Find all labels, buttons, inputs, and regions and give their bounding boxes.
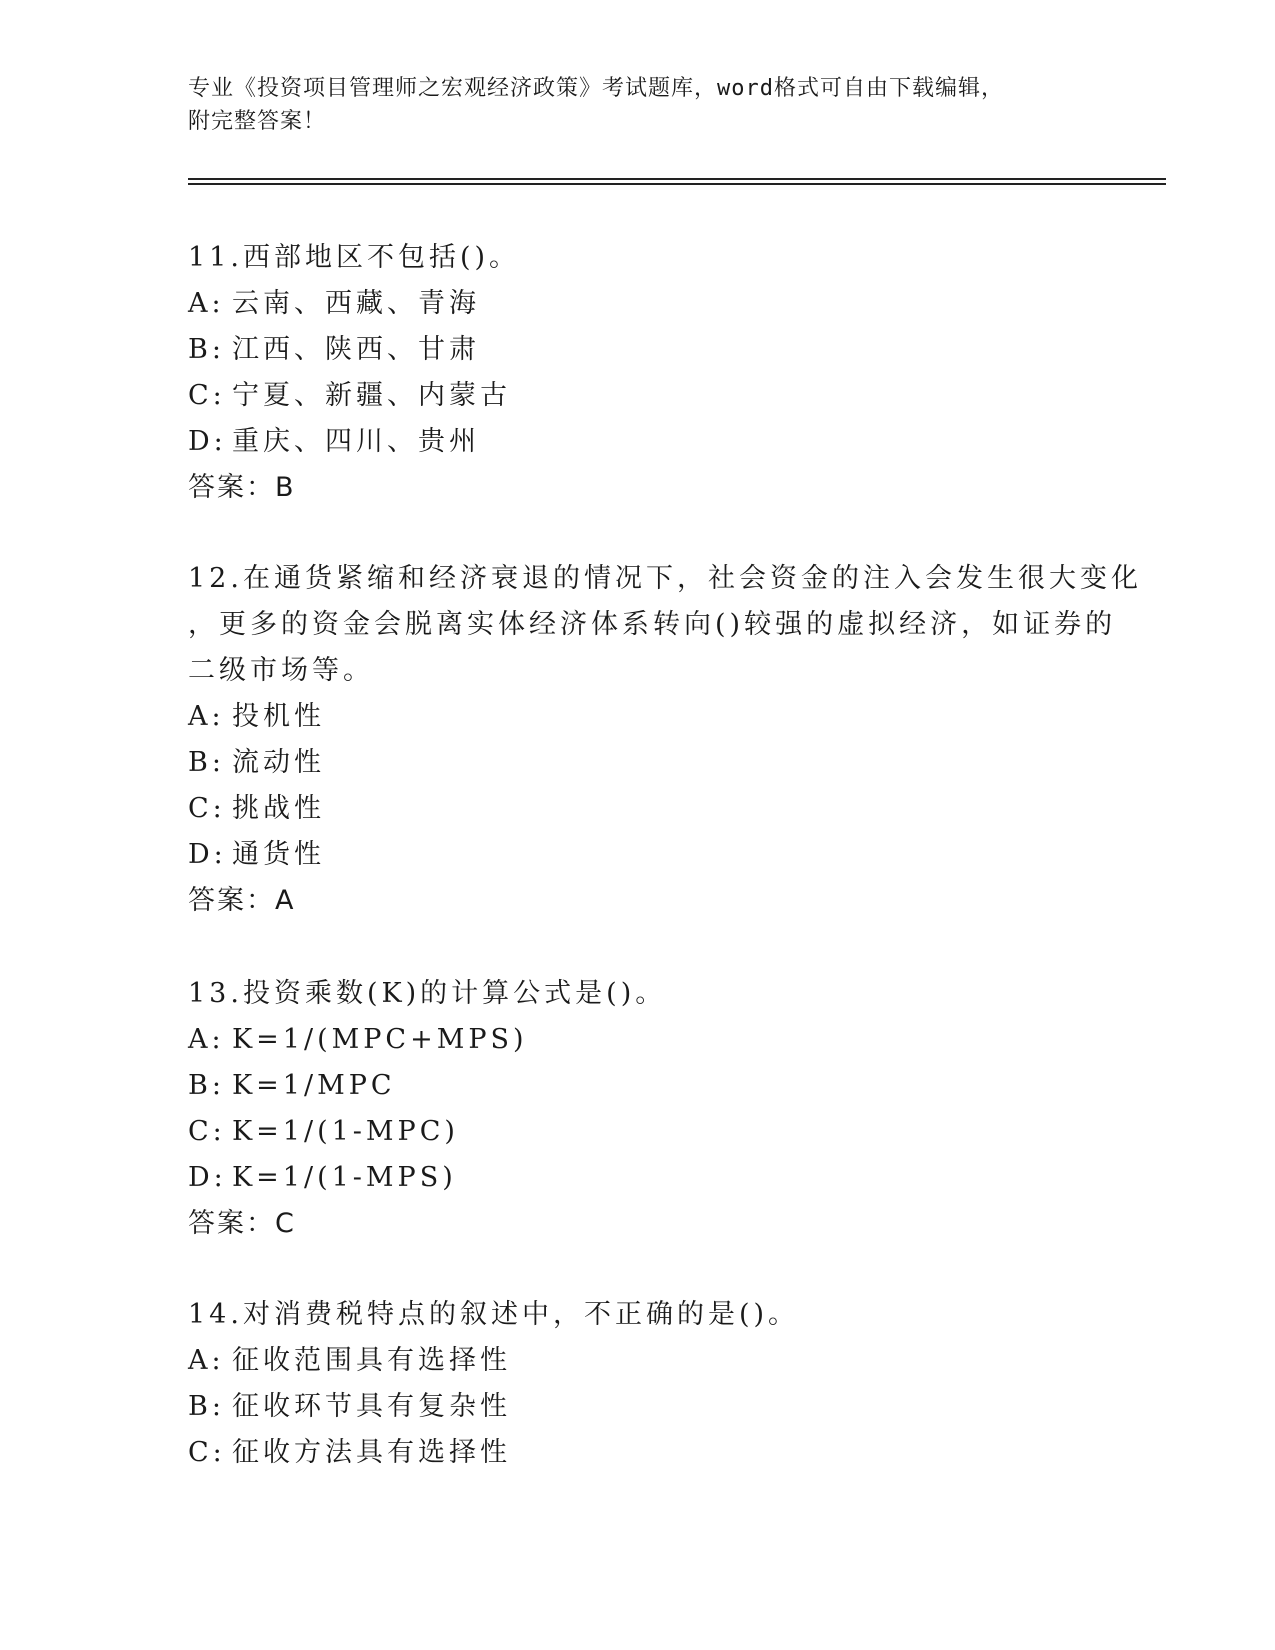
header-divider-top: [188, 178, 1166, 180]
option-text: K=1/(MPC+MPS): [232, 1024, 528, 1055]
option-text: 流动性: [232, 747, 325, 778]
option-letter: A:: [188, 701, 225, 732]
option-a: [188, 1017, 1088, 1063]
question-stem-line-3: 二级市场等。: [188, 655, 374, 686]
option-text: 重庆、四川、贵州: [232, 426, 480, 457]
option-a: [188, 281, 1088, 327]
question-11: [188, 235, 1088, 511]
header-line-1: 专业《投资项目管理师之宏观经济政策》考试题库，word格式可自由下载编辑，: [188, 76, 1004, 101]
answer: 答案：A: [188, 885, 296, 916]
option-text: 云南、西藏、青海: [232, 288, 480, 319]
option-letter: A:: [188, 1024, 225, 1055]
option-b: [188, 1384, 1088, 1430]
option-text: 通货性: [232, 839, 325, 870]
option-b: [188, 327, 1088, 373]
option-d: [188, 1155, 1088, 1201]
question-stem-line-2: ，更多的资金会脱离实体经济体系转向()较强的虚拟经济，如证券的: [188, 609, 1117, 640]
option-c: [188, 373, 1088, 419]
option-text: 征收方法具有选择性: [232, 1437, 511, 1468]
option-text: 征收范围具有选择性: [232, 1345, 511, 1376]
option-c: [188, 1109, 1088, 1155]
option-d: [188, 832, 1088, 878]
option-a: [188, 1338, 1088, 1384]
option-c: [188, 1430, 1088, 1476]
option-text: K=1/(1-MPC): [232, 1116, 459, 1147]
header-line-2: 附完整答案！: [188, 109, 327, 134]
option-letter: D:: [188, 426, 227, 457]
option-a: [188, 694, 1088, 740]
option-letter: A:: [188, 1345, 225, 1376]
option-b: [188, 740, 1088, 786]
question-12: [188, 556, 1142, 924]
option-b: [188, 1063, 1088, 1109]
option-text: 投机性: [232, 701, 325, 732]
option-letter: C:: [188, 1437, 226, 1468]
option-letter: A:: [188, 288, 225, 319]
option-letter: B:: [188, 334, 225, 365]
option-text: 江西、陕西、甘肃: [232, 334, 480, 365]
option-letter: C:: [188, 793, 226, 824]
option-letter: D:: [188, 839, 227, 870]
answer: 答案：B: [188, 472, 296, 503]
option-letter: D:: [188, 1162, 227, 1193]
header-divider-bottom: [188, 183, 1166, 185]
option-d: [188, 419, 1088, 465]
option-letter: B:: [188, 1070, 225, 1101]
option-c: [188, 786, 1088, 832]
option-text: K=1/(1-MPS): [232, 1162, 457, 1193]
option-letter: C:: [188, 1116, 226, 1147]
document-header: [188, 72, 1088, 138]
option-text: K=1/MPC: [232, 1070, 396, 1101]
question-stem-line-1: 12.在通货紧缩和经济衰退的情况下，社会资金的注入会发生很大变化: [188, 563, 1142, 594]
option-text: 征收环节具有复杂性: [232, 1391, 511, 1422]
question-stem: 13.投资乘数(K)的计算公式是()。: [188, 978, 667, 1009]
question-13: [188, 971, 1088, 1247]
option-letter: B:: [188, 747, 225, 778]
option-text: 挑战性: [232, 793, 325, 824]
option-letter: B:: [188, 1391, 225, 1422]
answer: 答案：C: [188, 1208, 296, 1239]
option-text: 宁夏、新疆、内蒙古: [232, 380, 511, 411]
option-letter: C:: [188, 380, 226, 411]
question-14: [188, 1292, 1088, 1476]
question-stem: 11.西部地区不包括()。: [188, 242, 521, 273]
question-stem: 14.对消费税特点的叙述中，不正确的是()。: [188, 1299, 800, 1330]
